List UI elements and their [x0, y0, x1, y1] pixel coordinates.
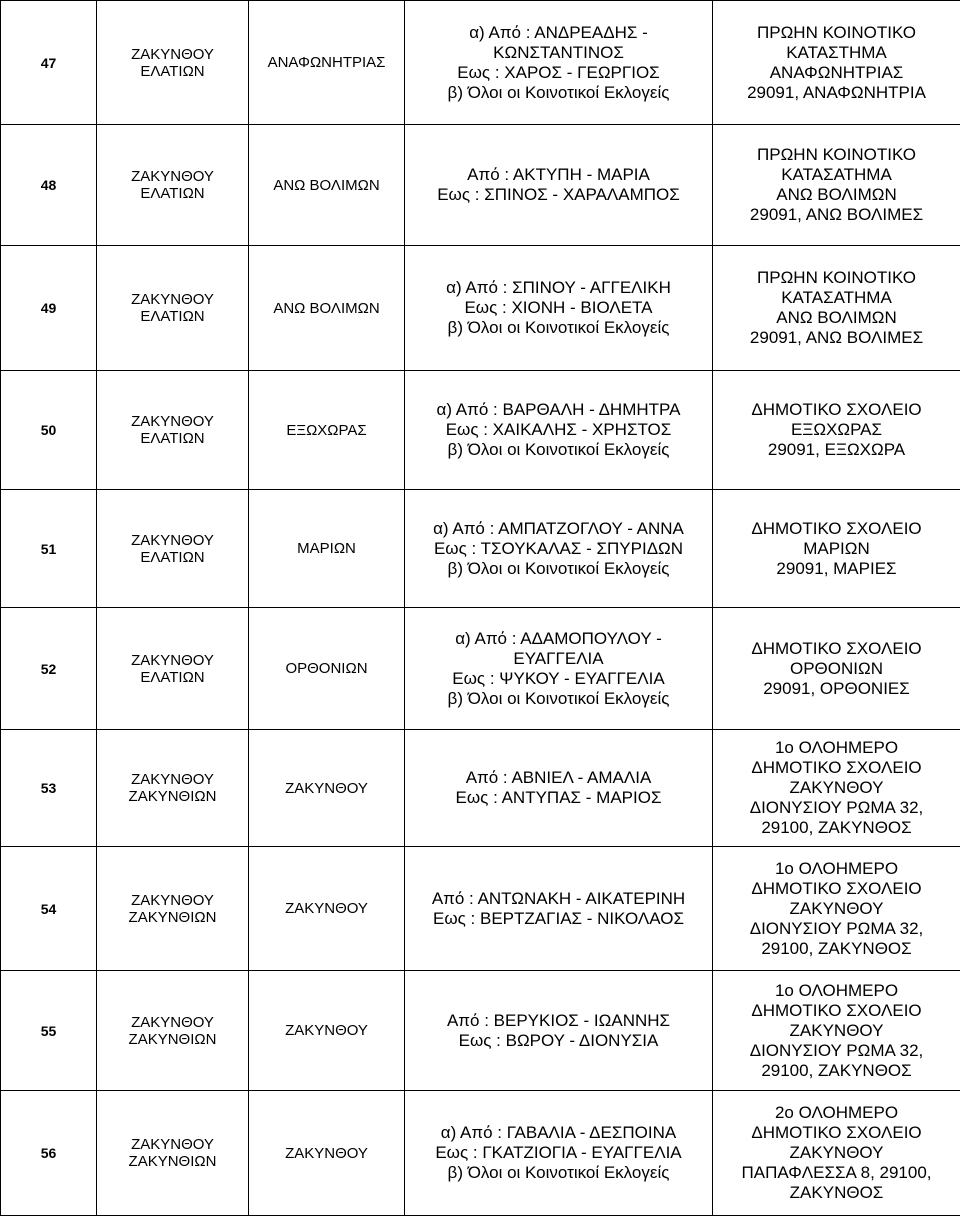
cell-line: ΟΡΘΟΝΙΩΝ: [717, 659, 956, 679]
cell-line: ΖΑΚΥΝΘΟΣ: [717, 1183, 956, 1203]
voter-range-cell: [405, 246, 713, 371]
cell-line: ΕΞΩΧΩΡΑΣ: [717, 420, 956, 440]
cell-line: ΔΗΜΟΤΙΚΟ ΣΧΟΛΕΙΟ: [717, 1123, 956, 1143]
district-cell: ΑΝΩ ΒΟΛΙΜΩΝ: [249, 246, 405, 371]
district-cell: ΖΑΚΥΝΘΟΥ: [249, 730, 405, 847]
station-address-cell: [713, 847, 960, 971]
voter-range-cell: [405, 730, 713, 847]
cell-line: ΖΑΚΥΝΘΟΥ: [717, 899, 956, 919]
cell-line: ΖΑΚΥΝΘΙΩΝ: [101, 1031, 244, 1048]
table-row: [1, 608, 960, 730]
voter-range-cell: [405, 125, 713, 246]
cell-line: ΖΑΚΥΝΘΟΥ: [101, 1136, 244, 1153]
cell-line: ΕΥΑΓΓΕΛΙΑ: [409, 649, 708, 669]
station-address-cell: [713, 371, 960, 490]
cell-line: ΖΑΚΥΝΘΙΩΝ: [101, 1153, 244, 1170]
station-number-cell: 47: [1, 1, 97, 125]
cell-line: ΖΑΚΥΝΘΙΩΝ: [101, 909, 244, 926]
cell-line: 29091, ΑΝΩ ΒΟΛΙΜΕΣ: [717, 205, 956, 225]
cell-line: ΖΑΚΥΝΘΟΥ: [101, 532, 244, 549]
cell-line: Από : ΑΝΤΩΝΑΚΗ - ΑΙΚΑΤΕΡΙΝΗ: [409, 889, 708, 909]
cell-line: Εως : ΨΥΚΟΥ - ΕΥΑΓΓΕΛΙΑ: [409, 669, 708, 689]
municipality-cell: [97, 125, 249, 246]
voter-range-cell: [405, 971, 713, 1091]
cell-line: ΖΑΚΥΝΘΟΥ: [101, 168, 244, 185]
table-row: [1, 125, 960, 246]
cell-line: β) Όλοι οι Κοινοτικοί Εκλογείς: [409, 440, 708, 460]
voter-range-cell: [405, 1091, 713, 1216]
cell-line: ΠΡΩΗΝ ΚΟΙΝΟΤΙΚΟ: [717, 268, 956, 288]
station-number-cell: 51: [1, 490, 97, 608]
cell-line: ΔΙΟΝΥΣΙΟΥ ΡΩΜΑ 32,: [717, 1041, 956, 1061]
cell-line: α) Από : ΒΑΡΘΑΛΗ - ΔΗΜΗΤΡΑ: [409, 400, 708, 420]
cell-line: ΕΛΑΤΙΩΝ: [101, 308, 244, 325]
station-address-cell: [713, 246, 960, 371]
cell-line: ΖΑΚΥΝΘΟΥ: [101, 892, 244, 909]
district-cell: ΟΡΘΟΝΙΩΝ: [249, 608, 405, 730]
cell-line: ΔΗΜΟΤΙΚΟ ΣΧΟΛΕΙΟ: [717, 639, 956, 659]
station-number-cell: 54: [1, 847, 97, 971]
station-address-cell: [713, 730, 960, 847]
cell-line: Εως : ΤΣΟΥΚΑΛΑΣ - ΣΠΥΡΙΔΩΝ: [409, 539, 708, 559]
station-number-cell: 50: [1, 371, 97, 490]
cell-line: ΖΑΚΥΝΘΟΥ: [101, 1014, 244, 1031]
municipality-cell: [97, 1, 249, 125]
cell-line: β) Όλοι οι Κοινοτικοί Εκλογείς: [409, 559, 708, 579]
table-row: [1, 490, 960, 608]
municipality-cell: [97, 608, 249, 730]
station-number-cell: 53: [1, 730, 97, 847]
cell-line: Εως : ΓΚΑΤΖΙΟΓΙΑ - ΕΥΑΓΓΕΛΙΑ: [409, 1143, 708, 1163]
cell-line: 1ο ΟΛΟΗΜΕΡΟ: [717, 738, 956, 758]
cell-line: 29100, ΖΑΚΥΝΘΟΣ: [717, 818, 956, 838]
cell-line: ΠΡΩΗΝ ΚΟΙΝΟΤΙΚΟ: [717, 23, 956, 43]
cell-line: ΔΗΜΟΤΙΚΟ ΣΧΟΛΕΙΟ: [717, 1001, 956, 1021]
cell-line: Εως : ΧΑΡΟΣ - ΓΕΩΡΓΙΟΣ: [409, 63, 708, 83]
cell-line: ΖΑΚΥΝΘΟΥ: [717, 1143, 956, 1163]
cell-line: α) Από : ΣΠΙΝΟΥ - ΑΓΓΕΛΙΚΗ: [409, 278, 708, 298]
cell-line: β) Όλοι οι Κοινοτικοί Εκλογείς: [409, 83, 708, 103]
municipality-cell: [97, 847, 249, 971]
cell-line: ΕΛΑΤΙΩΝ: [101, 430, 244, 447]
voter-range-cell: [405, 847, 713, 971]
cell-line: 29091, ΑΝΑΦΩΝΗΤΡΙΑ: [717, 83, 956, 103]
table-row: [1, 1, 960, 125]
cell-line: 29091, ΑΝΩ ΒΟΛΙΜΕΣ: [717, 328, 956, 348]
cell-line: 29100, ΖΑΚΥΝΘΟΣ: [717, 939, 956, 959]
cell-line: ΔΗΜΟΤΙΚΟ ΣΧΟΛΕΙΟ: [717, 758, 956, 778]
municipality-cell: [97, 490, 249, 608]
cell-line: ΕΛΑΤΙΩΝ: [101, 549, 244, 566]
cell-line: ΖΑΚΥΝΘΟΥ: [717, 1021, 956, 1041]
district-cell: ΑΝΩ ΒΟΛΙΜΩΝ: [249, 125, 405, 246]
cell-line: β) Όλοι οι Κοινοτικοί Εκλογείς: [409, 318, 708, 338]
municipality-cell: [97, 730, 249, 847]
cell-line: ΔΙΟΝΥΣΙΟΥ ΡΩΜΑ 32,: [717, 798, 956, 818]
station-number-cell: 49: [1, 246, 97, 371]
cell-line: 2ο ΟΛΟΗΜΕΡΟ: [717, 1103, 956, 1123]
cell-line: 29100, ΖΑΚΥΝΘΟΣ: [717, 1061, 956, 1081]
cell-line: 29091, ΟΡΘΟΝΙΕΣ: [717, 679, 956, 699]
district-cell: ΖΑΚΥΝΘΟΥ: [249, 847, 405, 971]
cell-line: ΠΡΩΗΝ ΚΟΙΝΟΤΙΚΟ: [717, 145, 956, 165]
cell-line: β) Όλοι οι Κοινοτικοί Εκλογείς: [409, 689, 708, 709]
cell-line: ΕΛΑΤΙΩΝ: [101, 185, 244, 202]
cell-line: Εως : ΒΕΡΤΖΑΓΙΑΣ - ΝΙΚΟΛΑΟΣ: [409, 909, 708, 929]
cell-line: α) Από : ΑΔΑΜΟΠΟΥΛΟΥ -: [409, 629, 708, 649]
cell-line: ΖΑΚΥΝΘΟΥ: [101, 771, 244, 788]
district-cell: ΜΑΡΙΩΝ: [249, 490, 405, 608]
cell-line: α) Από : ΓΑΒΑΛΙΑ - ΔΕΣΠΟΙΝΑ: [409, 1123, 708, 1143]
municipality-cell: [97, 971, 249, 1091]
cell-line: 1ο ΟΛΟΗΜΕΡΟ: [717, 859, 956, 879]
cell-line: ΔΗΜΟΤΙΚΟ ΣΧΟΛΕΙΟ: [717, 400, 956, 420]
cell-line: α) Από : ΑΜΠΑΤΖΟΓΛΟΥ - ΑΝΝΑ: [409, 519, 708, 539]
voter-range-cell: [405, 608, 713, 730]
cell-line: ΖΑΚΥΝΘΟΥ: [717, 778, 956, 798]
district-cell: ΕΞΩΧΩΡΑΣ: [249, 371, 405, 490]
station-address-cell: [713, 971, 960, 1091]
table-row: [1, 971, 960, 1091]
station-address-cell: [713, 1091, 960, 1216]
cell-line: ΕΛΑΤΙΩΝ: [101, 63, 244, 80]
voter-range-cell: [405, 490, 713, 608]
station-number-cell: 56: [1, 1091, 97, 1216]
station-number-cell: 55: [1, 971, 97, 1091]
voter-range-cell: [405, 1, 713, 125]
cell-line: Εως : ΑΝΤΥΠΑΣ - ΜΑΡΙΟΣ: [409, 788, 708, 808]
district-cell: ΖΑΚΥΝΘΟΥ: [249, 971, 405, 1091]
cell-line: Εως : ΧΙΟΝΗ - ΒΙΟΛΕΤΑ: [409, 298, 708, 318]
cell-line: ΑΝΩ ΒΟΛΙΜΩΝ: [717, 185, 956, 205]
municipality-cell: [97, 1091, 249, 1216]
table-body: [1, 1, 960, 1216]
municipality-cell: [97, 246, 249, 371]
voter-range-cell: [405, 371, 713, 490]
cell-line: α) Από : ΑΝΔΡΕΑΔΗΣ -: [409, 23, 708, 43]
cell-line: ΖΑΚΥΝΘΟΥ: [101, 46, 244, 63]
cell-line: Εως : ΣΠΙΝΟΣ - ΧΑΡΑΛΑΜΠΟΣ: [409, 185, 708, 205]
cell-line: ΚΑΤΑΣΤΗΜΑ: [717, 43, 956, 63]
district-cell: ΑΝΑΦΩΝΗΤΡΙΑΣ: [249, 1, 405, 125]
station-address-cell: [713, 125, 960, 246]
cell-line: ΖΑΚΥΝΘΟΥ: [101, 652, 244, 669]
municipality-cell: [97, 371, 249, 490]
cell-line: ΕΛΑΤΙΩΝ: [101, 669, 244, 686]
cell-line: ΖΑΚΥΝΘΟΥ: [101, 413, 244, 430]
station-address-cell: [713, 490, 960, 608]
station-address-cell: [713, 1, 960, 125]
cell-line: ΜΑΡΙΩΝ: [717, 539, 956, 559]
table-row: [1, 246, 960, 371]
cell-line: ΑΝΑΦΩΝΗΤΡΙΑΣ: [717, 63, 956, 83]
cell-line: ΖΑΚΥΝΘΟΥ: [101, 291, 244, 308]
cell-line: ΖΑΚΥΝΘΙΩΝ: [101, 788, 244, 805]
table-row: [1, 847, 960, 971]
cell-line: ΑΝΩ ΒΟΛΙΜΩΝ: [717, 308, 956, 328]
cell-line: ΠΑΠΑΦΛΕΣΣΑ 8, 29100,: [717, 1163, 956, 1183]
table-row: [1, 730, 960, 847]
cell-line: ΔΙΟΝΥΣΙΟΥ ΡΩΜΑ 32,: [717, 919, 956, 939]
cell-line: β) Όλοι οι Κοινοτικοί Εκλογείς: [409, 1163, 708, 1183]
cell-line: Από : ΑΒΝΙΕΛ - ΑΜΑΛΙΑ: [409, 768, 708, 788]
cell-line: 1ο ΟΛΟΗΜΕΡΟ: [717, 981, 956, 1001]
cell-line: Εως : ΒΩΡΟΥ - ΔΙΟΝΥΣΙΑ: [409, 1031, 708, 1051]
table-row: [1, 371, 960, 490]
cell-line: ΚΑΤΑΣΑΤΗΜΑ: [717, 165, 956, 185]
district-cell: ΖΑΚΥΝΘΟΥ: [249, 1091, 405, 1216]
table-row: [1, 1091, 960, 1216]
cell-line: Από : ΒΕΡΥΚΙΟΣ - ΙΩΑΝΝΗΣ: [409, 1011, 708, 1031]
cell-line: Εως : ΧΑΙΚΑΛΗΣ - ΧΡΗΣΤΟΣ: [409, 420, 708, 440]
cell-line: ΔΗΜΟΤΙΚΟ ΣΧΟΛΕΙΟ: [717, 879, 956, 899]
station-number-cell: 52: [1, 608, 97, 730]
cell-line: ΚΑΤΑΣΑΤΗΜΑ: [717, 288, 956, 308]
station-address-cell: [713, 608, 960, 730]
cell-line: ΔΗΜΟΤΙΚΟ ΣΧΟΛΕΙΟ: [717, 519, 956, 539]
station-number-cell: 48: [1, 125, 97, 246]
cell-line: ΚΩΝΣΤΑΝΤΙΝΟΣ: [409, 43, 708, 63]
cell-line: 29091, ΜΑΡΙΕΣ: [717, 559, 956, 579]
cell-line: Από : ΑΚΤΥΠΗ - ΜΑΡΙΑ: [409, 165, 708, 185]
cell-line: 29091, ΕΞΩΧΩΡΑ: [717, 440, 956, 460]
